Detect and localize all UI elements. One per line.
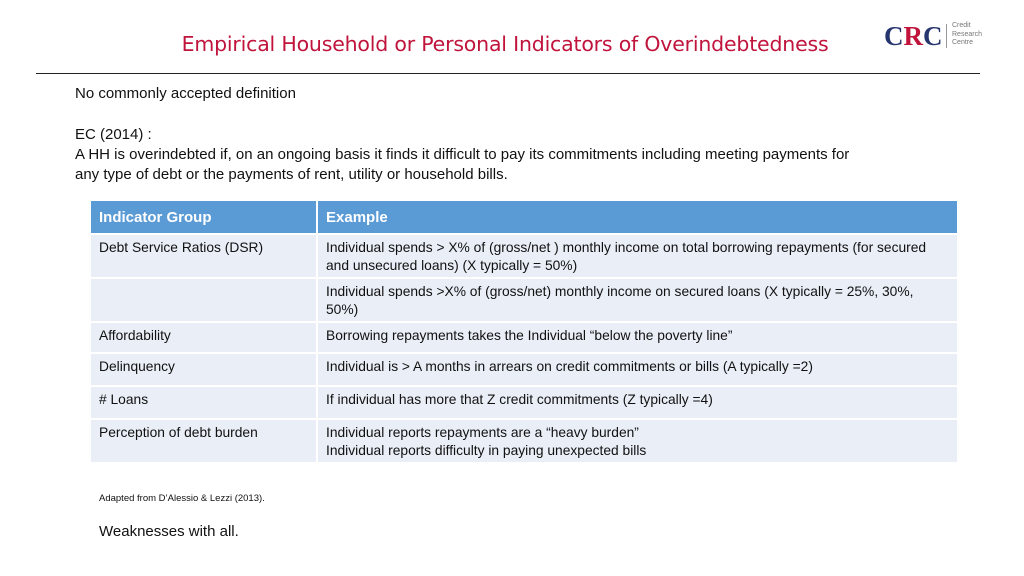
table-header-row bbox=[91, 201, 957, 234]
source-note: Adapted from D’Alessio & Lezzi (2013). bbox=[99, 493, 265, 504]
table-row bbox=[91, 278, 957, 322]
conclusion-text: Weaknesses with all. bbox=[99, 523, 239, 540]
logo-subtitle: Credit Research Centre bbox=[952, 22, 982, 46]
column-header-example: Example bbox=[317, 201, 957, 234]
indicator-table bbox=[91, 201, 957, 464]
slide-title: Empirical Household or Personal Indicators of Overindebtedness bbox=[181, 32, 829, 56]
table-row bbox=[91, 234, 957, 278]
example-cell: Individual spends >X% of (gross/net) monthly income on secured loans (X typically = 25%, 30%, 50%) bbox=[317, 278, 957, 322]
example-cell: Borrowing repayments takes the Individual “below the poverty line” bbox=[317, 322, 957, 353]
definition-text: A HH is overindebted if, on an ongoing basis it finds it difficult to pay its commitments including meeting payments for any type of debt or the payments of rent, utility or household bills. bbox=[75, 146, 850, 183]
intro-line: No commonly accepted definition bbox=[75, 85, 296, 102]
example-cell bbox=[317, 419, 957, 463]
indicator-group-cell: Affordability bbox=[91, 322, 317, 353]
indicator-group-cell bbox=[91, 278, 317, 322]
indicator-group-cell: Debt Service Ratios (DSR) bbox=[91, 234, 317, 278]
example-cell: Individual is > A months in arrears on credit commitments or bills (A typically =2) bbox=[317, 353, 957, 386]
logo-divider bbox=[946, 24, 947, 48]
logo-letters: CRC bbox=[884, 21, 943, 51]
table-row bbox=[91, 353, 957, 386]
table-row bbox=[91, 419, 957, 463]
example-line: Individual reports repayments are a “heavy burden” bbox=[326, 425, 639, 440]
definition-source: EC (2014) : bbox=[75, 126, 152, 143]
table-row bbox=[91, 322, 957, 353]
title-divider bbox=[36, 73, 980, 74]
example-cell: Individual spends > X% of (gross/net ) monthly income on total borrowing repayments (for secured and unsecured loans) (X typically = 50%) bbox=[317, 234, 957, 278]
indicator-group-cell: Delinquency bbox=[91, 353, 317, 386]
indicator-group-cell: Perception of debt burden bbox=[91, 419, 317, 463]
column-header-indicator-group: Indicator Group bbox=[91, 201, 317, 234]
example-cell: If individual has more that Z credit commitments (Z typically =4) bbox=[317, 386, 957, 419]
indicator-group-cell: # Loans bbox=[91, 386, 317, 419]
table-row bbox=[91, 386, 957, 419]
example-line: Individual reports difficulty in paying unexpected bills bbox=[326, 443, 647, 458]
